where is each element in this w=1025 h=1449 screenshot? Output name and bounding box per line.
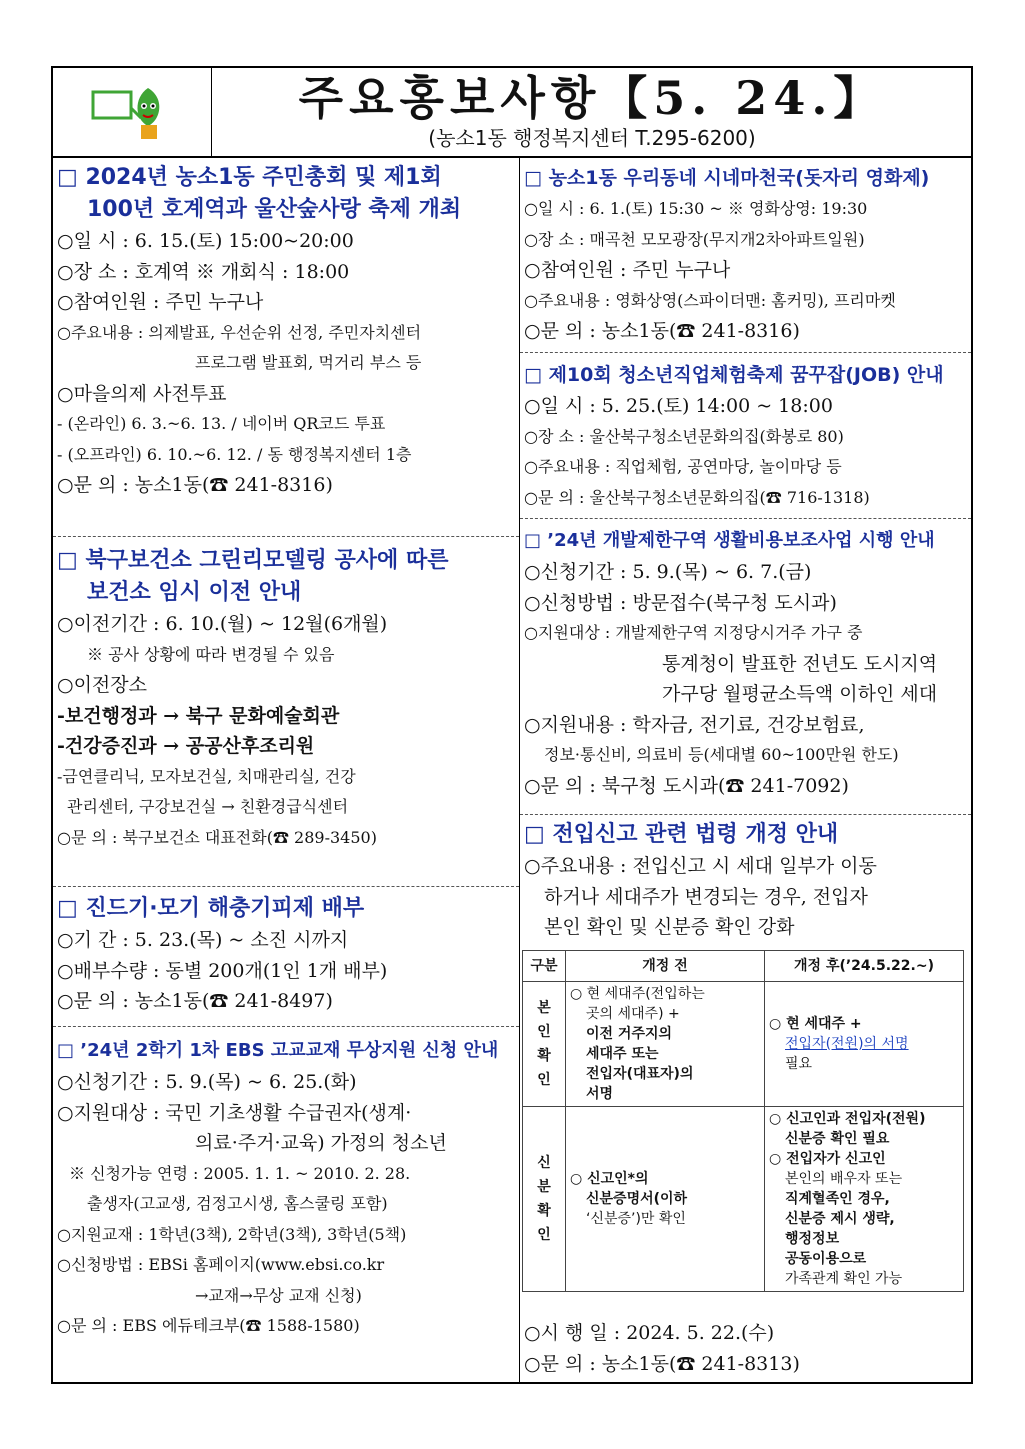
info-line: ○문 의 : 북구보건소 대표전화(☎ 289-3450) xyxy=(57,827,377,847)
notice-title: □ 북구보건소 그린리모델링 공사에 따른 xyxy=(57,548,449,573)
info-line: -건강증진과 → 공공산후조리원 xyxy=(57,735,315,757)
info-line: ○신청기간 : 5. 9.(목) ~ 6. 7.(금) xyxy=(524,561,812,583)
left-column xyxy=(53,158,520,1382)
info-line: ○주요내용 : 영화상영(스파이더맨: 홈커밍), 프리마켓 xyxy=(524,290,896,310)
info-line: ○장 소 : 울산북구청소년문화의집(화봉로 80) xyxy=(524,426,844,446)
info-line: ○문 의 : 농소1동(☎ 241-8497) xyxy=(57,990,333,1012)
bulletin-frame xyxy=(51,66,973,1384)
before-cell xyxy=(566,1107,765,1292)
info-line: →교재→무상 교재 신청) xyxy=(195,1285,362,1305)
notice-repellent xyxy=(53,886,519,1017)
cell-line: 행정정보 xyxy=(785,1231,840,1247)
notice-title: □ 진드기·모기 해충기피제 배부 xyxy=(57,896,365,921)
after-cell xyxy=(765,982,964,1107)
cell-line: 이전 거주지의 xyxy=(586,1026,673,1042)
notice-greenbelt-subsidy xyxy=(520,518,971,801)
notice-title: □ ’24년 개발제한구역 생활비용보조사업 시행 안내 xyxy=(524,530,935,551)
info-line: ○문 의 : 농소1동(☎ 241-8316) xyxy=(57,474,333,496)
info-line: ○지원교재 : 1학년(3책), 2학년(3책), 3학년(5책) xyxy=(57,1224,407,1244)
cell-line: 신분증 제시 생략, xyxy=(785,1211,895,1227)
cell-line: 본인의 배우자 또는 xyxy=(785,1171,903,1187)
info-line: ○지원대상 : 개발제한구역 지정당시거주 가구 중 xyxy=(524,623,863,642)
info-line: ○신청방법 : 방문접수(북구청 도시과) xyxy=(524,591,837,614)
table-header: 개정 전 xyxy=(566,951,765,982)
header xyxy=(53,68,971,158)
move-in-footer xyxy=(520,1318,971,1379)
cell-line: ○ 신고인*의 xyxy=(570,1171,649,1187)
info-line: ○시 행 일 : 2024. 5. 22.(수) xyxy=(524,1322,775,1344)
notice-title: □ 2024년 농소1동 주민총회 및 제1회 xyxy=(57,165,442,190)
cell-line: ○ 현 세대주 + xyxy=(769,1016,862,1032)
page-subtitle: (농소1동 행정복지센터 T.295-6200) xyxy=(428,126,756,150)
cell-line: 직계혈족인 경우, xyxy=(785,1191,890,1207)
cell-line: 세대주 또는 xyxy=(586,1046,659,1062)
info-line: ○문 의 : 북구청 도시과(☎ 241-7092) xyxy=(524,774,849,797)
notice-title: □ 전입신고 관련 법령 개정 안내 xyxy=(524,822,839,847)
table-row xyxy=(523,982,964,1107)
info-line: ○문 의 : EBS 에듀테크부(☎ 1588-1580) xyxy=(57,1316,360,1335)
info-line: ○주요내용 : 전입신고 시 세대 일부가 이동 xyxy=(524,855,877,877)
cell-line: 신분증 확인 필요 xyxy=(785,1131,890,1147)
after-cell xyxy=(765,1107,964,1292)
info-line: 본인 확인 및 신분증 확인 강화 xyxy=(544,916,795,938)
info-line: - (오프라인) 6. 10.~6. 12. / 동 행정복지센터 1층 xyxy=(57,444,412,464)
info-line: ○주요내용 : 직업체험, 공연마당, 놀이마당 등 xyxy=(524,457,842,476)
info-line: ○신청방법 : EBSi 홈페이지(www.ebsi.co.kr xyxy=(57,1255,385,1274)
table-header: 구분 xyxy=(523,951,566,982)
info-line: ○지원내용 : 학자금, 전기료, 건강보험료, xyxy=(524,713,865,736)
notice-resident-meeting xyxy=(53,162,519,501)
info-line: ○이전기간 : 6. 10.(월) ~ 12월(6개월) xyxy=(57,613,388,635)
row-label: 신분확인 xyxy=(523,1107,566,1292)
info-line: ○참여인원 : 주민 누구나 xyxy=(57,291,264,313)
cell-line: ‘신분증’)만 확인 xyxy=(586,1211,686,1227)
notice-title: □ 농소1동 우리동네 시네마천국(돗자리 영화제) xyxy=(524,167,930,189)
info-line: ○장 소 : 매곡천 모모광장(무지개2차아파트일원) xyxy=(524,229,865,249)
info-line: ※ 공사 상황에 따라 변경될 수 있음 xyxy=(87,644,335,664)
notice-move-in-report xyxy=(520,814,971,943)
info-line: - (온라인) 6. 3.~6. 13. / 네이버 QR코드 투표 xyxy=(57,414,386,433)
cell-line: 곳의 세대주) + xyxy=(586,1006,680,1022)
cell-line: 공동이용으로 xyxy=(785,1251,867,1267)
info-line: 가구당 월평균소득액 이하인 세대 xyxy=(662,683,938,705)
revision-table xyxy=(522,950,964,1292)
info-line: 하거나 세대주가 변경되는 경우, 전입자 xyxy=(544,885,868,908)
info-line: -보건행정과 → 북구 문화예술회관 xyxy=(57,704,340,727)
page-title: 주요홍보사항【5. 24.】 xyxy=(298,71,886,125)
cell-line: 전입자(전원)의 서명 xyxy=(785,1036,909,1052)
notice-job-festival xyxy=(520,352,971,513)
info-line: 정보·통신비, 의료비 등(세대별 60~100만원 한도) xyxy=(544,745,899,764)
right-column xyxy=(520,158,971,1382)
info-line: ○배부수량 : 동별 200개(1인 1개 배부) xyxy=(57,959,388,982)
info-line: ○이전장소 xyxy=(57,674,147,696)
info-line: -금연클리닉, 모자보건실, 치매관리실, 건강 xyxy=(57,766,356,786)
cell-line: ○ 신고인과 전입자(전원) xyxy=(769,1111,926,1127)
before-cell xyxy=(566,982,765,1107)
info-line: ※ 신청가능 연령 : 2005. 1. 1. ~ 2010. 2. 28. xyxy=(69,1163,411,1183)
cell-line: ○ 현 세대주(전입하는 xyxy=(570,986,705,1002)
notice-title: □ ’24년 2학기 1차 EBS 고교교재 무상지원 신청 안내 xyxy=(57,1040,499,1061)
cell-line: 서명 xyxy=(586,1086,614,1102)
info-line: ○지원대상 : 국민 기초생활 수급권자(생계· xyxy=(57,1101,412,1124)
info-line: ○주요내용 : 의제발표, 우선순위 선정, 주민자치센터 xyxy=(57,322,422,342)
info-line: ○장 소 : 호계역 ※ 개회식 : 18:00 xyxy=(57,260,350,283)
info-line: ○문 의 : 농소1동(☎ 241-8313) xyxy=(524,1352,800,1375)
info-line: ○기 간 : 5. 23.(목) ~ 소진 시까지 xyxy=(57,929,349,951)
info-line: 관리센터, 구강보건실 → 친환경급식센터 xyxy=(67,797,349,816)
info-line: 프로그램 발표회, 먹거리 부스 등 xyxy=(195,353,422,372)
info-line: ○신청기간 : 5. 9.(목) ~ 6. 25.(화) xyxy=(57,1071,357,1093)
notice-cinema xyxy=(520,162,971,347)
info-line: ○일 시 : 6. 1.(토) 15:30 ~ ※ 영화상영: 19:30 xyxy=(524,199,868,218)
cell-line: 가족관계 확인 가능 xyxy=(785,1271,903,1287)
notice-health-center xyxy=(53,536,519,853)
info-line: ○문 의 : 농소1동(☎ 241-8316) xyxy=(524,320,800,342)
mascot-logo xyxy=(53,68,212,156)
cell-line: ○ 전입자가 신고인 xyxy=(769,1151,886,1167)
notice-title-line2: 보건소 임시 이전 안내 xyxy=(87,580,302,605)
row-label: 본인확인 xyxy=(523,982,566,1107)
cell-line: 필요 xyxy=(785,1056,813,1072)
info-line: 의료·주거·교육) 가정의 청소년 xyxy=(195,1132,447,1154)
cell-line: 전입자(대표자)의 xyxy=(586,1066,694,1082)
info-line: ○일 시 : 6. 15.(토) 15:00~20:00 xyxy=(57,230,354,252)
notice-title-line2: 100년 호계역과 울산숲사랑 축제 개최 xyxy=(87,197,462,222)
notice-title: □ 제10회 청소년직업체험축제 꿈꾸잡(JOB) 안내 xyxy=(524,364,944,386)
cell-line: 신분증명서(이하 xyxy=(586,1191,688,1207)
info-line: ○문 의 : 울산북구청소년문화의집(☎ 716-1318) xyxy=(524,487,870,507)
info-line: 통계청이 발표한 전년도 도시지역 xyxy=(662,652,938,675)
notice-ebs xyxy=(53,1026,519,1342)
info-line: ○마을의제 사전투표 xyxy=(57,382,227,405)
table-row xyxy=(523,1107,964,1292)
info-line: ○참여인원 : 주민 누구나 xyxy=(524,259,731,281)
info-line: 출생자(고교생, 검정고시생, 홈스쿨링 포함) xyxy=(87,1194,388,1213)
table-header: 개정 후(’24.5.22.~) xyxy=(765,951,964,982)
info-line: ○일 시 : 5. 25.(토) 14:00 ~ 18:00 xyxy=(524,395,833,417)
